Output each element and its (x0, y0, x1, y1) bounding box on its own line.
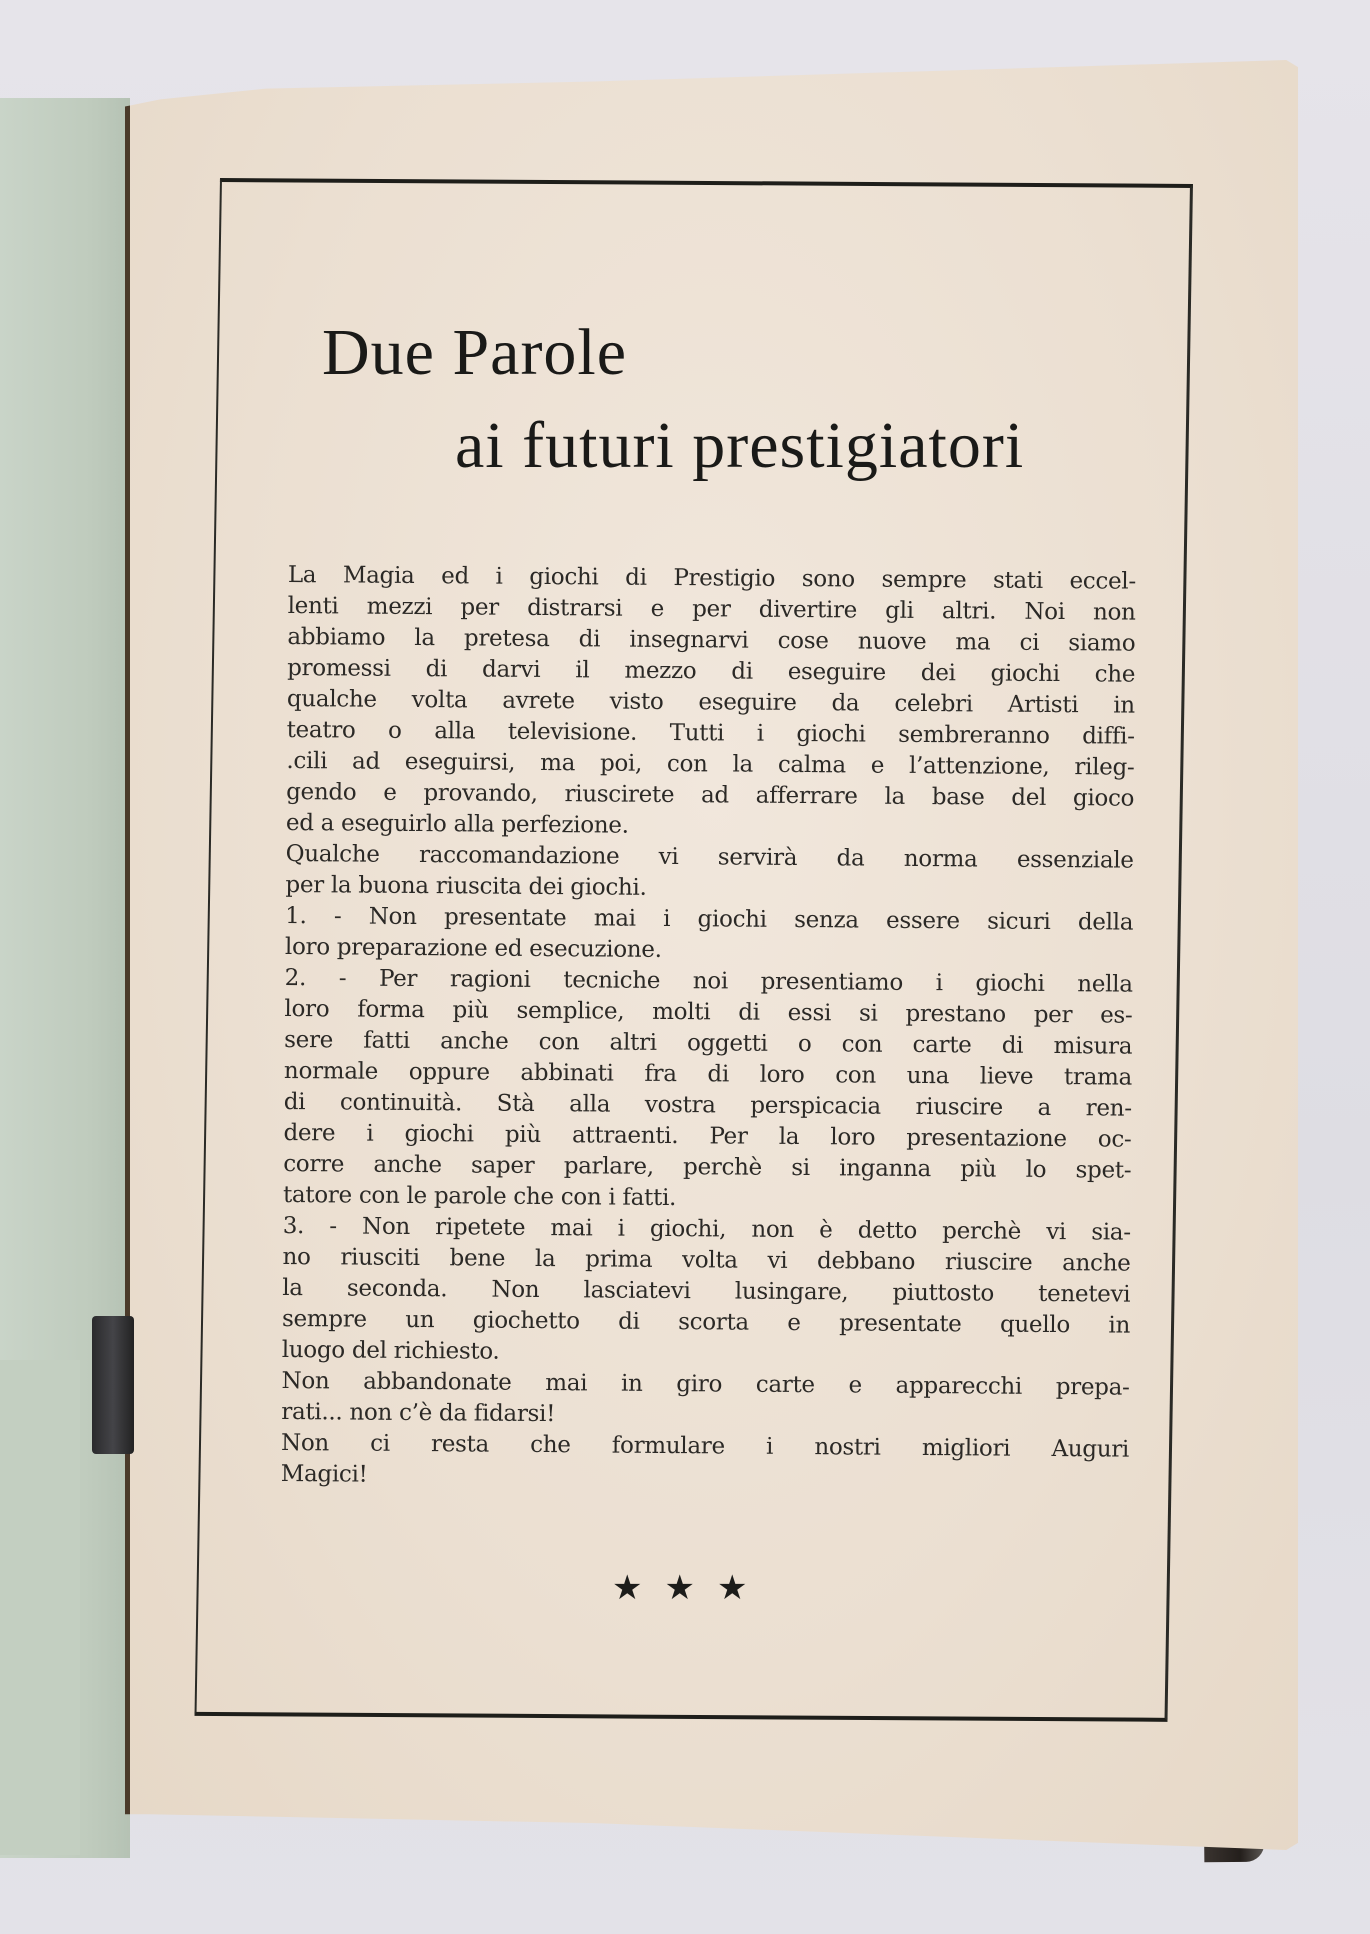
body-line: ed a eseguirlo alla perfezione. (285, 809, 629, 839)
body-line: teatro o alla televisione. Tutti i giochi sembreranno diffi- (286, 716, 1135, 750)
body-line: 3. - Non ripetete mai i giochi, non è detto perchè vi sia- (282, 1212, 1131, 1246)
body-line: sempre un giochetto di scorta e presentate quello in (281, 1305, 1131, 1339)
body-line: di continuità. Stà alla vostra perspicacia riuscire a ren- (283, 1088, 1132, 1122)
body-line: gendo e provando, riuscirete ad afferrare la base del gioco (286, 778, 1135, 812)
body-line: 1. - Non presentate mai i giochi senza essere sicuri della (285, 902, 1134, 936)
body-line: loro forma più semplice, molti di essi si prestano per es- (284, 995, 1133, 1029)
body-line: promessi di darvi il mezzo di eseguire dei giochi che (287, 654, 1136, 688)
body-line: rati... non c’è da fidarsi! (281, 1398, 556, 1428)
staple (92, 1316, 134, 1454)
body-line: normale oppure abbinati fra di loro con una lieve trama (283, 1057, 1133, 1091)
body-line: .cili ad eseguirsi, ma poi, con la calma e l’attenzione, rileg- (286, 747, 1135, 781)
body-line: tatore con le parole che con i fatti. (282, 1181, 677, 1212)
page-title-line-2: ai futuri prestigiatori (455, 409, 1025, 482)
body-line: Non abbandonate mai in giro carte e apparecchi prepa- (281, 1367, 1130, 1401)
cover-flap-lower (0, 1360, 80, 1855)
body-text (281, 560, 1136, 1497)
body-line: corre anche saper parlare, perchè si inganna più lo spet- (283, 1150, 1132, 1184)
body-line: Magici! (280, 1460, 368, 1488)
body-line: La Magia ed i giochi di Prestigio sono sempre stati eccel- (287, 561, 1136, 595)
body-line: Non ci resta che formulare i nostri migliori Auguri (280, 1429, 1130, 1463)
body-line: 2. - Per ragioni tecniche noi presentiamo i giochi nella (284, 964, 1133, 998)
star-ornament-icon: ★★★ (612, 1568, 770, 1608)
body-line: qualche volta avrete visto eseguire da celebri Artisti in (286, 685, 1135, 719)
body-line: sere fatti anche con altri oggetti o con carte di misura (284, 1026, 1133, 1060)
body-line: loro preparazione ed esecuzione. (284, 933, 662, 963)
body-line: Qualche raccomandazione vi servirà da norma essenziale (285, 840, 1134, 874)
body-line: per la buona riuscita dei giochi. (285, 871, 647, 901)
body-line: luogo del richiesto. (281, 1336, 500, 1365)
body-line: lenti mezzi per distrarsi e per divertire gli altri. Noi non (287, 592, 1136, 626)
body-line: dere i giochi più attraenti. Per la loro presentazione oc- (283, 1119, 1132, 1153)
body-line: no riusciti bene la prima volta vi debbano riuscire anche (282, 1243, 1131, 1277)
body-line: abbiamo la pretesa di insegnarvi cose nuove ma ci siamo (287, 623, 1136, 657)
body-line: la seconda. Non lasciatevi lusingare, piuttosto tenetevi (282, 1274, 1131, 1308)
page-title-line-1: Due Parole (322, 316, 628, 389)
